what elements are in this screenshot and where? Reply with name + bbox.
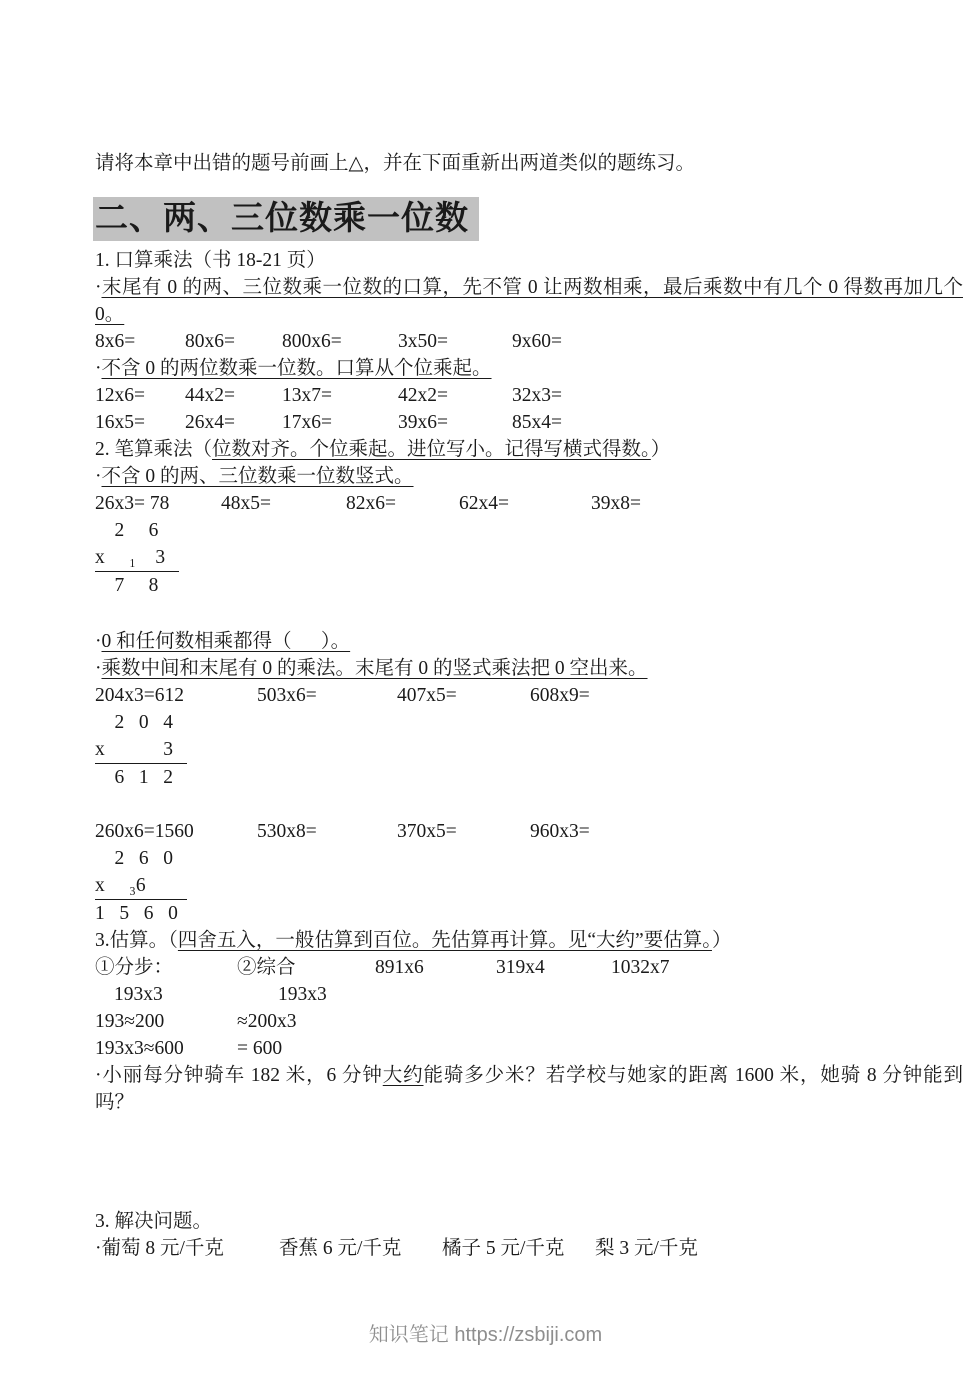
price-list-row (95, 1235, 963, 1262)
oral-equation-row-1 (95, 328, 963, 355)
estimate-row-1 (95, 954, 963, 981)
note-no-zero-text: 不含 0 的两位数乘一位数。口算从个位乘起。 (101, 358, 492, 379)
note-zero-product (95, 628, 963, 655)
estimate-cell: 193x3≈600 (95, 1038, 184, 1059)
equation-cell: 17x6= (282, 412, 332, 433)
estimate-title-prefix: 3.估算。（ (95, 930, 178, 951)
price-banana: 香蕉 6 元/千克 (279, 1238, 402, 1259)
vertical-multiplication-204x3 (95, 709, 963, 791)
word-problem-pre: 小丽每分钟骑车 182 米，6 分钟 (101, 1065, 383, 1086)
equation-cell: 8x6= (95, 331, 136, 352)
equation-cell: 407x5= (397, 685, 457, 706)
chapter-heading-wrap (95, 177, 963, 247)
vert-operator-line (95, 544, 963, 572)
written-title-prefix: 2. 笔算乘法（ (95, 439, 213, 460)
vert-operator-text: x 3 (95, 736, 187, 764)
equation-cell: 13x7= (282, 385, 332, 406)
price-pear: 梨 3 元/千克 (595, 1238, 698, 1259)
vertical-multiplication-26x3 (95, 517, 963, 599)
equation-cell: 80x6= (185, 331, 235, 352)
vert-result: 1 5 6 0 (95, 903, 178, 924)
chapter-heading: 二、两、三位数乘一位数 (93, 197, 479, 241)
equation-cell: 26x3= 78 (95, 493, 170, 514)
vert-top-factor: 2 6 (95, 520, 159, 541)
estimate-cell: = 600 (237, 1038, 283, 1059)
estimate-row-3 (95, 1008, 963, 1035)
vert-operator-line (95, 736, 963, 764)
equation-cell: 530x8= (257, 821, 317, 842)
vert-operator-line (95, 872, 963, 900)
equation-cell: 44x2= (185, 385, 235, 406)
equation-cell: 800x6= (282, 331, 342, 352)
equation-cell: 42x2= (398, 385, 448, 406)
vertical-multiplication-260x6 (95, 845, 963, 927)
vert-result: 7 8 (95, 575, 159, 596)
equation-cell: 32x3= (512, 385, 562, 406)
equation-cell: 503x6= (257, 685, 317, 706)
equation-cell: 62x4= (459, 493, 509, 514)
bullet-dot: · (95, 1065, 102, 1086)
note-trailing-zero-text: 末尾有 0 的两、三位数乘一位数的口算，先不管 0 让两数相乘，最后乘数中有几个 0 得数再加几个 0。 (95, 277, 963, 325)
estimate-cell: 193≈200 (95, 1011, 165, 1032)
note-middle-zero-text: 乘数中间和末尾有 0 的乘法。末尾有 0 的竖式乘法把 0 空出来。 (101, 658, 648, 679)
word-problem (95, 1062, 963, 1116)
estimate-title-suffix: ） (711, 930, 732, 951)
estimate-title-rule: 四舍五入，一般估算到百位。先估算再计算。见“大约”要估算。 (177, 930, 712, 951)
equation-cell: 12x6= (95, 385, 145, 406)
estimate-cell: ①分步： (95, 957, 174, 978)
vert-result: 6 1 2 (95, 767, 173, 788)
footer (0, 1318, 971, 1347)
bullet-dot: · (95, 466, 102, 487)
note-zero-product-text: 0 和任何数相乘都得（ ）。 (101, 631, 351, 652)
solve-section-title: 3. 解决问题。 (95, 1211, 213, 1232)
equation-cell: 960x3= (530, 821, 590, 842)
bullet-dot: · (95, 277, 102, 298)
equation-cell: 204x3=612 (95, 685, 184, 706)
bullet-dot: · (95, 631, 102, 652)
equation-cell: 3x50= (398, 331, 448, 352)
spacer (95, 599, 963, 628)
estimate-cell: 319x4 (496, 957, 545, 978)
estimate-cell: ②综合 (237, 957, 296, 978)
note-trailing-zero (95, 274, 963, 328)
oral-equation-row-2 (95, 382, 963, 409)
intro-text: 请将本章中出错的题号前画上△，并在下面重新出两道类似的题练习。 (95, 153, 695, 174)
equation-cell: 82x6= (346, 493, 396, 514)
price-item (95, 1235, 279, 1262)
equation-cell: 48x5= (221, 493, 271, 514)
note-no-zero (95, 355, 963, 382)
spacer (95, 1116, 963, 1208)
oral-section-title: 1. 口算乘法（书 18-21 页） (95, 250, 326, 271)
equation-cell: 9x60= (512, 331, 562, 352)
vert-operator-text: x ₃6 (95, 872, 187, 900)
estimate-cell: ≈200x3 (237, 1011, 297, 1032)
equation-cell: 26x4= (185, 412, 235, 433)
written-section-title (95, 436, 963, 463)
written-equation-row-3 (95, 818, 963, 845)
written-title-suffix: ） (650, 439, 671, 460)
price-grape: 葡萄 8 元/千克 (101, 1238, 224, 1259)
estimate-cell: 1032x7 (611, 957, 670, 978)
written-title-rule: 位数对齐。个位乘起。进位写小。记得写横式得数。 (212, 439, 651, 460)
note-middle-zero (95, 655, 963, 682)
price-orange: 橘子 5 元/千克 (442, 1238, 565, 1259)
estimate-cell: 193x3 (278, 984, 327, 1005)
estimate-row-4 (95, 1035, 963, 1062)
vert-top-factor: 2 0 4 (95, 712, 173, 733)
estimate-cell: 193x3 (114, 984, 163, 1005)
estimate-section-title (95, 927, 963, 954)
oral-equation-row-3 (95, 409, 963, 436)
equation-cell: 16x5= (95, 412, 145, 433)
bullet-dot: · (95, 1238, 102, 1259)
equation-cell: 39x6= (398, 412, 448, 433)
equation-cell: 608x9= (530, 685, 590, 706)
equation-cell: 370x5= (397, 821, 457, 842)
written-equation-row-2 (95, 682, 963, 709)
word-problem-post: 能骑多少米？若学校与她家的距离 1600 米，她骑 8 分钟能到吗？ (95, 1065, 963, 1113)
vert-operator-text: x ₁ 3 (95, 544, 179, 572)
equation-cell: 260x6=1560 (95, 821, 194, 842)
footer-link[interactable]: 知识笔记 https://zsbiji.com (368, 1324, 603, 1346)
estimate-row-2 (95, 981, 963, 1008)
spacer (95, 791, 963, 818)
bullet-dot: · (95, 358, 102, 379)
written-equation-row-1 (95, 490, 963, 517)
equation-cell: 85x4= (512, 412, 562, 433)
bullet-dot: · (95, 658, 102, 679)
estimate-cell: 891x6 (375, 957, 424, 978)
note-vertical-form (95, 463, 963, 490)
word-problem-underlined: 大约 (382, 1065, 424, 1086)
equation-cell: 39x8= (591, 493, 641, 514)
note-vertical-form-text: 不含 0 的两、三位数乘一位数竖式。 (101, 466, 414, 487)
vert-top-factor: 2 6 0 (95, 848, 173, 869)
